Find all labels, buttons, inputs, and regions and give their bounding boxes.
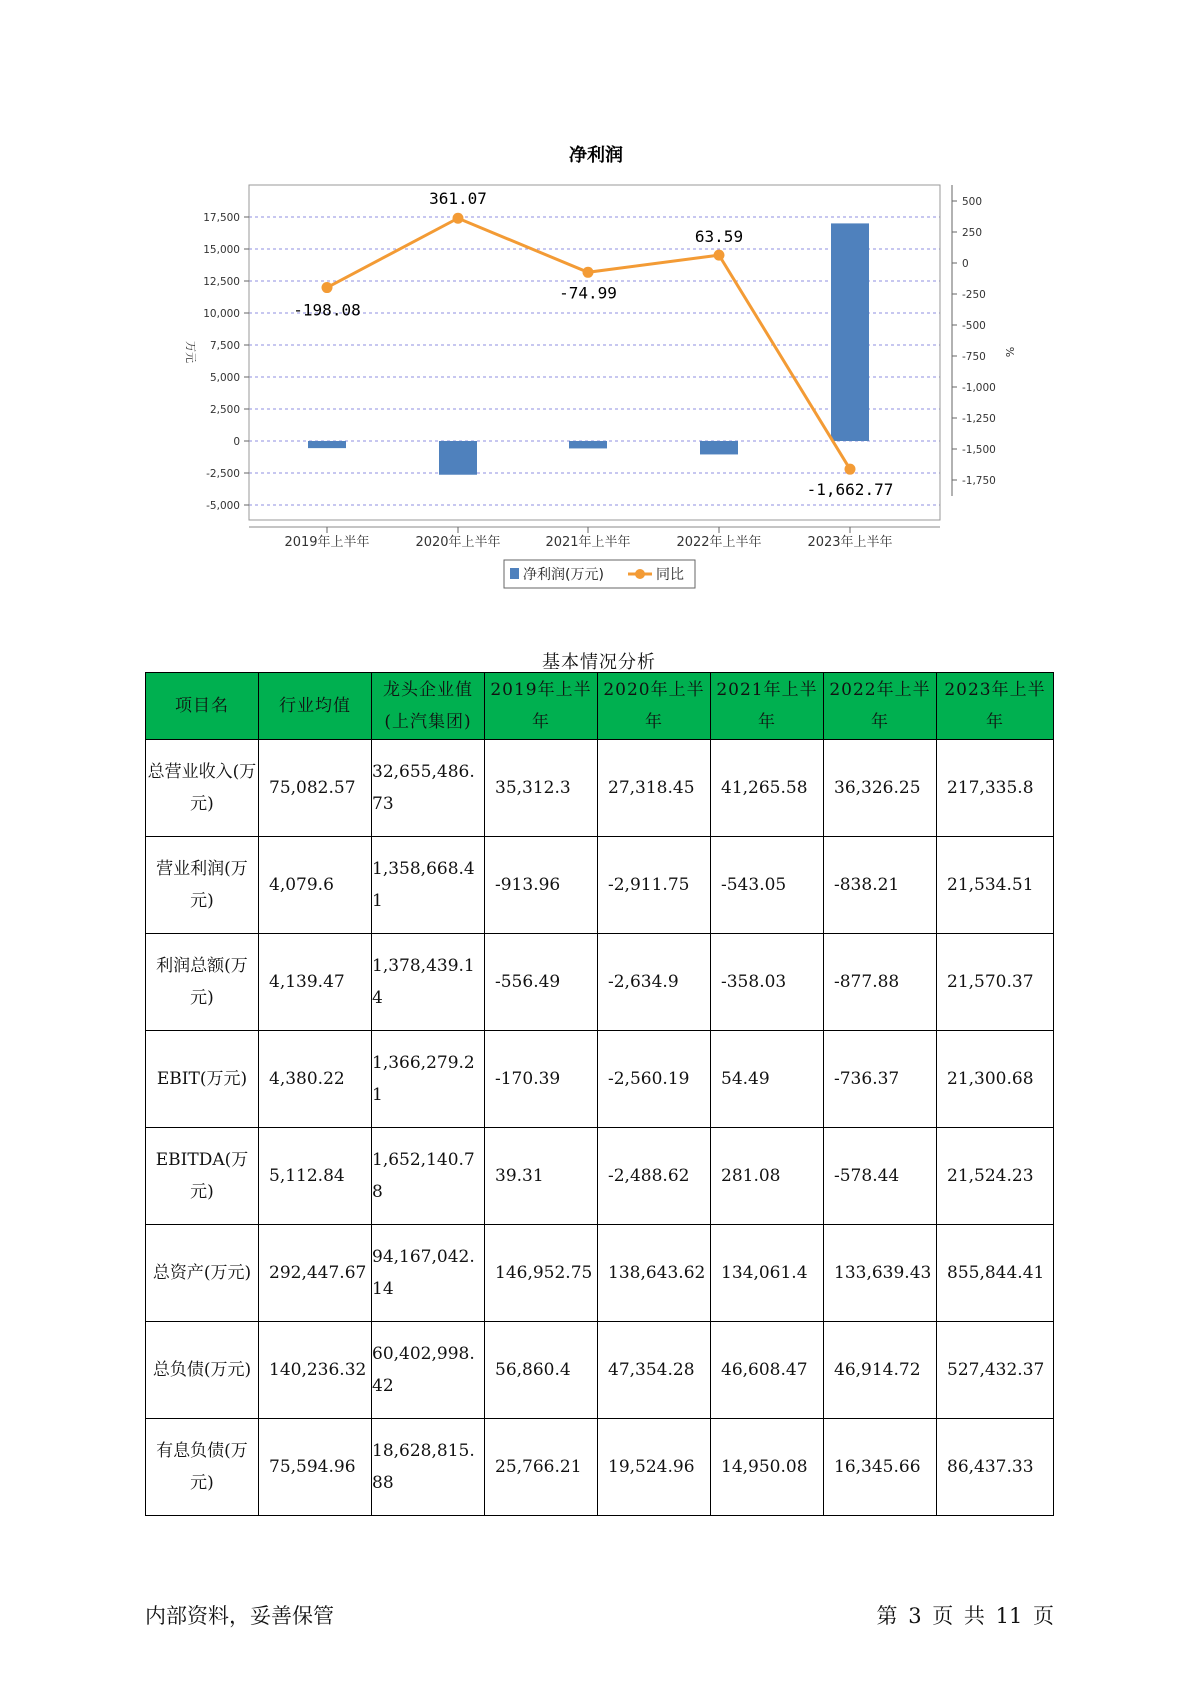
left-tick-label: 7,500 [209,340,240,352]
yoy-data-label: -74.99 [559,283,617,303]
yoy-point [453,213,464,224]
table-cell: 86,437.33 [937,1419,1054,1516]
right-tick-label: -750 [962,351,986,363]
table-cell: 4,079.6 [259,837,372,934]
x-tick-label: 2019年上半年 [284,535,370,550]
x-tick-label: 2020年上半年 [415,535,501,550]
x-tick-label: 2021年上半年 [545,535,631,550]
table-row [146,837,1054,934]
table-cell: 281.08 [711,1128,824,1225]
table-cell: 21,570.37 [937,934,1054,1031]
col-header-industry-avg: 行业均值 [259,673,372,740]
table-cell: 54.49 [711,1031,824,1128]
footer-confidential-note: 内部资料，妥善保管 [145,1604,334,1628]
table-cell: -838.21 [824,837,937,934]
table-row [146,1128,1054,1225]
right-axis [952,196,996,487]
bar-series [308,223,869,474]
row-label: 总资产(万元) [146,1225,259,1322]
table-cell: 1,652,140.78 [372,1128,485,1225]
table-cell: 75,594.96 [259,1419,372,1516]
table-cell: 133,639.43 [824,1225,937,1322]
line-series [293,189,893,499]
table-cell: 35,312.3 [485,740,598,837]
legend [504,560,695,588]
left-tick-label: -2,500 [206,468,240,480]
table-cell: 75,082.57 [259,740,372,837]
table-cell: 146,952.75 [485,1225,598,1322]
table-cell: 94,167,042.14 [372,1225,485,1322]
table-row [146,1225,1054,1322]
right-tick-label: -1,250 [962,413,996,425]
table-cell: 1,358,668.41 [372,837,485,934]
table-cell: 1,378,439.14 [372,934,485,1031]
table-header-row [146,673,1054,740]
yoy-data-label: -1,662.77 [806,480,894,500]
legend-line-marker [635,569,645,579]
bar [569,441,607,448]
table-cell: 16,345.66 [824,1419,937,1516]
right-tick-label: 500 [962,196,983,208]
left-tick-label: 5,000 [209,372,240,384]
table-cell: 56,860.4 [485,1322,598,1419]
table-cell: 25,766.21 [485,1419,598,1516]
table-cell: 27,318.45 [598,740,711,837]
table-cell: 18,628,815.88 [372,1419,485,1516]
x-tick-label: 2022年上半年 [676,535,762,550]
right-tick-label: 0 [962,258,969,270]
table-cell: 47,354.28 [598,1322,711,1419]
left-tick-label: 17,500 [203,212,240,224]
yoy-line [327,218,850,469]
left-axis-title: 万元 [184,341,197,363]
table-cell: -2,634.9 [598,934,711,1031]
right-tick-label: -500 [962,320,986,332]
right-axis-title: % [1003,346,1016,358]
left-axis [203,212,249,512]
row-label: 有息负债(万元) [146,1419,259,1516]
yoy-point [845,464,856,475]
col-header-2023h1: 2023年上半年 [937,673,1054,740]
table-cell: 134,061.4 [711,1225,824,1322]
table-cell: 19,524.96 [598,1419,711,1516]
row-label: 总负债(万元) [146,1322,259,1419]
table-cell: 21,534.51 [937,837,1054,934]
table-row [146,1031,1054,1128]
row-label: 总营业收入(万元) [146,740,259,837]
col-header-2021h1: 2021年上半年 [711,673,824,740]
x-axis [284,527,892,550]
legend-bar-swatch [510,568,519,579]
table-cell: -877.88 [824,934,937,1031]
table-cell: 855,844.41 [937,1225,1054,1322]
left-tick-label: 0 [233,436,240,448]
table-cell: -913.96 [485,837,598,934]
table-row [146,934,1054,1031]
table-cell: 21,300.68 [937,1031,1054,1128]
table-row [146,1322,1054,1419]
bar [439,441,477,475]
table-cell: 46,608.47 [711,1322,824,1419]
row-label: EBITDA(万元) [146,1128,259,1225]
table-cell: 21,524.23 [937,1128,1054,1225]
right-tick-label: 250 [962,227,983,239]
col-header-2019h1: 2019年上半年 [485,673,598,740]
table-cell: -543.05 [711,837,824,934]
table-cell: -736.37 [824,1031,937,1128]
yoy-point [583,267,594,278]
right-tick-label: -1,000 [962,382,996,394]
table-cell: 39.31 [485,1128,598,1225]
table-cell: 46,914.72 [824,1322,937,1419]
net-profit-chart [0,0,1191,620]
table-cell: 5,112.84 [259,1128,372,1225]
x-tick-label: 2023年上半年 [807,535,893,550]
table-cell: 138,643.62 [598,1225,711,1322]
table-cell: -170.39 [485,1031,598,1128]
yoy-point [322,282,333,293]
col-header-2022h1: 2022年上半年 [824,673,937,740]
yoy-data-label: -198.08 [293,300,361,320]
right-tick-label: -1,500 [962,444,996,456]
col-header-leader: 龙头企业值(上汽集团) [372,673,485,740]
table-cell: -2,911.75 [598,837,711,934]
left-tick-label: 15,000 [203,244,240,256]
table-cell: -556.49 [485,934,598,1031]
col-header-2020h1: 2020年上半年 [598,673,711,740]
row-label: EBIT(万元) [146,1031,259,1128]
table-cell: 41,265.58 [711,740,824,837]
bar [831,223,869,441]
table-cell: 4,139.47 [259,934,372,1031]
legend-line-label: 同比 [656,567,684,583]
yoy-point [714,250,725,261]
yoy-data-label: 361.07 [429,189,487,209]
left-tick-label: 2,500 [209,404,240,416]
table-row [146,740,1054,837]
bar [700,441,738,454]
table-cell: 140,236.32 [259,1322,372,1419]
table-cell: -2,488.62 [598,1128,711,1225]
table-cell: -358.03 [711,934,824,1031]
table-caption: 基本情况分析 [542,652,656,673]
left-tick-label: -5,000 [206,500,240,512]
footer-page-number: 第 3 页 共 11 页 [876,1604,1054,1628]
legend-bar-label: 净利润(万元) [523,567,604,583]
table-row [146,1419,1054,1516]
table-cell: 4,380.22 [259,1031,372,1128]
col-header-name: 项目名 [146,673,259,740]
table-cell: 527,432.37 [937,1322,1054,1419]
right-tick-label: -250 [962,289,986,301]
table-cell: -578.44 [824,1128,937,1225]
yoy-data-label: 63.59 [694,227,744,247]
row-label: 营业利润(万元) [146,837,259,934]
left-tick-label: 12,500 [203,276,240,288]
table-cell: 36,326.25 [824,740,937,837]
table-cell: 292,447.67 [259,1225,372,1322]
row-label: 利润总额(万元) [146,934,259,1031]
basic-analysis-table [145,672,1054,1516]
left-tick-label: 10,000 [203,308,240,320]
table-cell: 60,402,998.42 [372,1322,485,1419]
table-cell: 1,366,279.21 [372,1031,485,1128]
table-cell: 217,335.8 [937,740,1054,837]
chart-title: 净利润 [569,145,623,166]
table-cell: 32,655,486.73 [372,740,485,837]
bar [308,441,346,448]
table-cell: 14,950.08 [711,1419,824,1516]
right-tick-label: -1,750 [962,475,996,487]
table-cell: -2,560.19 [598,1031,711,1128]
